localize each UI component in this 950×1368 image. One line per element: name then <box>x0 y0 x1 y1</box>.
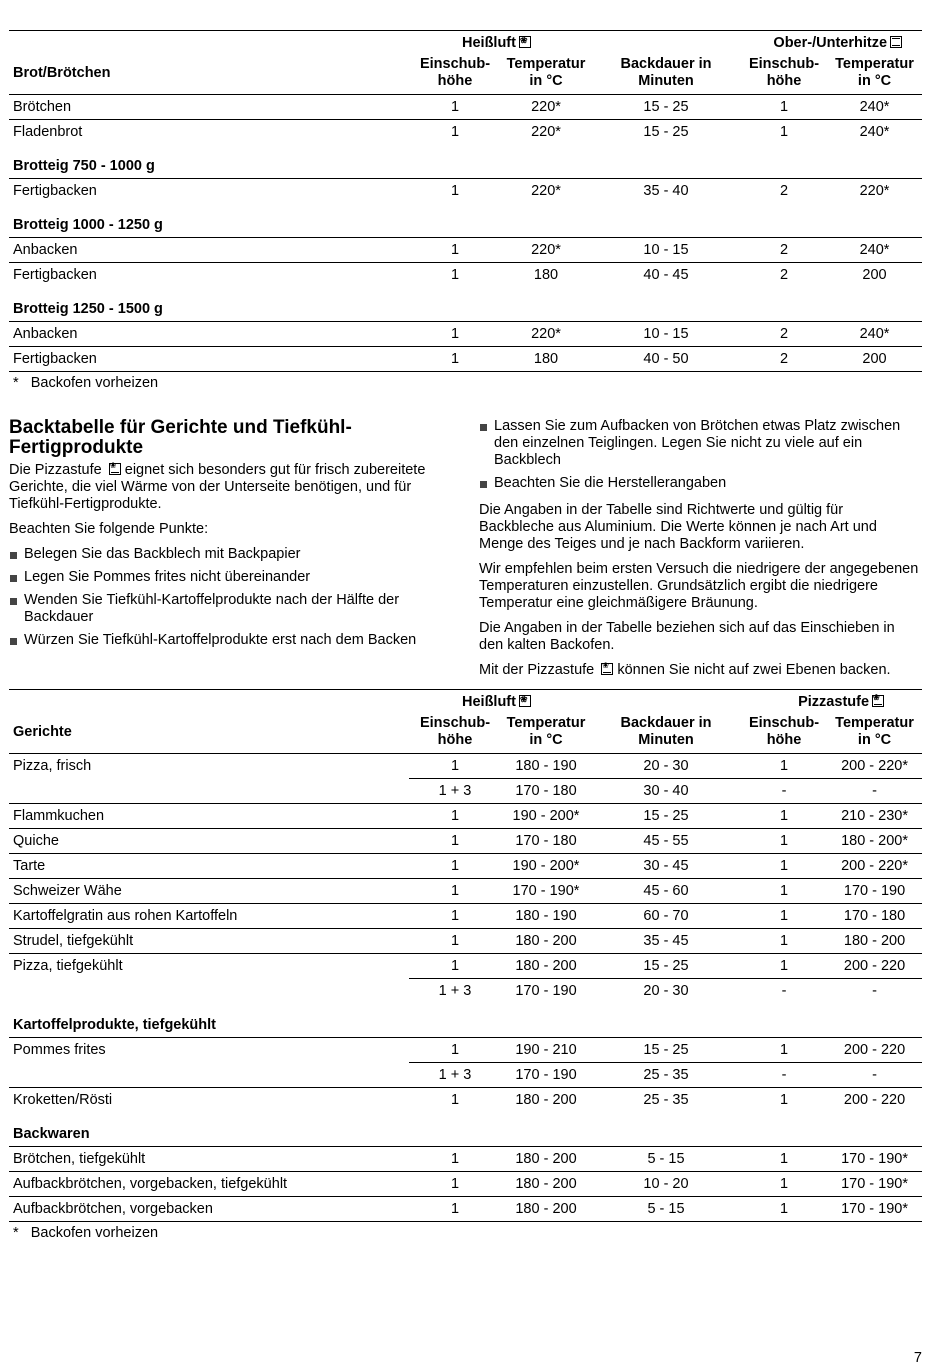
level-hot-air: 1 <box>409 322 501 347</box>
intro-text-a: Die Pizzastufe <box>9 462 102 478</box>
section-label: Backwaren <box>13 1126 90 1142</box>
duration: 15 - 25 <box>591 804 741 829</box>
row-name: Pizza, tiefgekühlt <box>9 954 409 979</box>
table-row <box>9 929 922 954</box>
table-row <box>9 1147 922 1172</box>
temp-hot-air: 180 - 190 <box>501 754 591 779</box>
duration: 10 - 15 <box>591 322 741 347</box>
pizza-level-icon <box>601 663 613 675</box>
temp-2: - <box>827 979 922 1004</box>
footnote: * Backofen vorheizen <box>13 1225 159 1241</box>
temp-2: 240* <box>827 238 922 263</box>
temp-2: 200 - 220 <box>827 1038 922 1063</box>
level-hot-air: 1 <box>409 904 501 929</box>
row-name: Fertigbacken <box>9 263 409 288</box>
level-2: 2 <box>741 322 827 347</box>
temp-hot-air: 180 - 190 <box>501 904 591 929</box>
temp-hot-air: 220* <box>501 95 591 120</box>
level-hot-air: 1 <box>409 754 501 779</box>
para-2: Wir empfehlen beim ersten Versuch die niedrigere der angegebenen Temperaturen einzustellen. Grundsätzlich ergibt die niedrigere Temperatur eine gleichmäßigere Bräunung. <box>479 561 919 611</box>
table-row <box>9 1038 922 1063</box>
temp-hot-air: 190 - 200* <box>501 854 591 879</box>
temp-hot-air: 170 - 180 <box>501 829 591 854</box>
row-name: Aufbackbrötchen, vorgebacken <box>9 1197 409 1222</box>
level-hot-air: 1 <box>409 804 501 829</box>
temp-2: - <box>827 779 922 804</box>
temp-hot-air: 180 - 200 <box>501 929 591 954</box>
table-row <box>9 1197 922 1222</box>
level-hot-air: 1 <box>409 929 501 954</box>
level-2: 1 <box>741 1088 827 1113</box>
level-hot-air: 1 <box>409 1147 501 1172</box>
row-name: Schweizer Wähe <box>9 879 409 904</box>
table-row <box>9 954 922 979</box>
table-row <box>9 1172 922 1197</box>
temp-2: 180 - 200 <box>827 929 922 954</box>
level-2: 1 <box>741 854 827 879</box>
duration: 5 - 15 <box>591 1147 741 1172</box>
level-hot-air: 1 <box>409 1088 501 1113</box>
level-2: 1 <box>741 879 827 904</box>
footnote-row <box>9 372 922 395</box>
level-hot-air: 1 <box>409 854 501 879</box>
bullets-left <box>9 546 449 649</box>
section-row <box>9 287 922 322</box>
table-row <box>9 754 922 779</box>
level-hot-air: 1 <box>409 263 501 288</box>
info-right-column <box>479 418 922 687</box>
hot-air-header: Heißluft <box>462 694 516 710</box>
table-row <box>9 95 922 120</box>
intro-text-b: eignet sich besonders gut für frisch zubereitete Gerichte, die viel Wärme von der Unterseite benötigen, und für Tiefkühl-Fertigprodukte. <box>9 462 426 512</box>
level-2: 1 <box>741 954 827 979</box>
row-name: Anbacken <box>9 322 409 347</box>
level-2: 1 <box>741 1038 827 1063</box>
level-hot-air: 1 <box>409 879 501 904</box>
temp-hot-air: 220* <box>501 238 591 263</box>
bullet-item: Würzen Sie Tiefkühl-Kartoffelprodukte erst nach dem Backen <box>9 632 449 649</box>
table-row <box>9 347 922 372</box>
level-2: 2 <box>741 179 827 204</box>
row-name: Anbacken <box>9 238 409 263</box>
duration: 40 - 50 <box>591 347 741 372</box>
duration: 25 - 35 <box>591 1063 741 1088</box>
column-header-level2: Einschub-höhe <box>748 56 820 89</box>
temp-2: 240* <box>827 322 922 347</box>
temp-2: 170 - 190 <box>827 879 922 904</box>
para-4-text-b: können Sie nicht auf zwei Ebenen backen. <box>617 662 891 678</box>
table-row <box>9 1088 922 1113</box>
section-title: Backtabelle für Gerichte und Tiefkühl-Fertigprodukte <box>9 417 352 458</box>
duration: 60 - 70 <box>591 904 741 929</box>
duration: 15 - 25 <box>591 95 741 120</box>
section-label: Brotteig 1250 - 1500 g <box>13 301 163 317</box>
temp-2: 200 - 220 <box>827 1088 922 1113</box>
table-row <box>9 779 922 804</box>
para-3: Die Angaben in der Tabelle beziehen sich auf das Einschieben in den kalten Backofen. <box>479 620 895 653</box>
level-2: 1 <box>741 1147 827 1172</box>
duration: 5 - 15 <box>591 1197 741 1222</box>
level-2: 1 <box>741 1172 827 1197</box>
level-hot-air: 1 <box>409 179 501 204</box>
table-row <box>9 879 922 904</box>
level-2: 2 <box>741 347 827 372</box>
section-row <box>9 144 922 179</box>
level-hot-air: 1 + 3 <box>409 1063 501 1088</box>
row-name: Brötchen, tiefgekühlt <box>9 1147 409 1172</box>
column-header-time: Backdauer in Minuten <box>620 715 712 748</box>
table-row <box>9 322 922 347</box>
level-hot-air: 1 + 3 <box>409 779 501 804</box>
level-2: 1 <box>741 929 827 954</box>
level-hot-air: 1 + 3 <box>409 979 501 1004</box>
level-2: 1 <box>741 95 827 120</box>
bullet-item: Beachten Sie die Herstellerangaben <box>479 475 922 492</box>
column-header-time: Backdauer in Minuten <box>620 56 712 89</box>
level-hot-air: 1 <box>409 95 501 120</box>
level-2: - <box>741 1063 827 1088</box>
duration: 40 - 45 <box>591 263 741 288</box>
table-row <box>9 829 922 854</box>
table-row <box>9 1063 922 1088</box>
duration: 15 - 25 <box>591 954 741 979</box>
temp-2: 180 - 200* <box>827 829 922 854</box>
bullet-item: Legen Sie Pommes frites nicht übereinander <box>9 569 449 586</box>
level-hot-air: 1 <box>409 954 501 979</box>
bullets-right <box>479 418 922 492</box>
pizza-level-icon <box>872 695 884 707</box>
row-name: Quiche <box>9 829 409 854</box>
duration: 35 - 40 <box>591 179 741 204</box>
duration: 20 - 30 <box>591 754 741 779</box>
top-bottom-heat-icon <box>890 36 902 48</box>
row-name: Fertigbacken <box>9 347 409 372</box>
row-name: Fladenbrot <box>9 120 409 145</box>
level-2: 1 <box>741 120 827 145</box>
row-name: Aufbackbrötchen, vorgebacken, tiefgekühlt <box>9 1172 409 1197</box>
temp-2: 170 - 190* <box>827 1147 922 1172</box>
temp-hot-air: 190 - 200* <box>501 804 591 829</box>
temp-hot-air: 170 - 180 <box>501 779 591 804</box>
hot-air-header: Heißluft <box>462 35 516 51</box>
temp-hot-air: 180 - 200 <box>501 1172 591 1197</box>
table-row <box>9 979 922 1004</box>
column-header-level: Einschub-höhe <box>419 715 491 748</box>
pizza-level-icon <box>109 463 121 475</box>
row-name <box>9 1063 409 1088</box>
column-header-row <box>9 715 922 754</box>
para-4 <box>479 662 922 679</box>
row-name: Fertigbacken <box>9 179 409 204</box>
duration: 30 - 40 <box>591 779 741 804</box>
footnote-row <box>9 1222 922 1245</box>
row-name: Pizza, frisch <box>9 754 409 779</box>
row-name: Pommes frites <box>9 1038 409 1063</box>
pizza-level-header: Pizzastufe <box>798 694 870 710</box>
column-header-level2: Einschub-höhe <box>748 715 820 748</box>
duration: 15 - 25 <box>591 120 741 145</box>
info-left-column <box>9 418 449 655</box>
temp-2: 240* <box>827 95 922 120</box>
level-2: 2 <box>741 238 827 263</box>
dishes-table <box>9 689 922 1244</box>
row-name: Flammkuchen <box>9 804 409 829</box>
duration: 10 - 15 <box>591 238 741 263</box>
level-2: 2 <box>741 263 827 288</box>
level-hot-air: 1 <box>409 829 501 854</box>
level-2: 1 <box>741 829 827 854</box>
para-1: Die Angaben in der Tabelle sind Richtwerte und gültig für Backbleche aus Aluminium. Die Werte können je nach Art und Menge des Teiges und je nach Backform variieren. <box>479 502 877 552</box>
column-header-name: Brot/Brötchen <box>13 64 111 81</box>
table-row <box>9 179 922 204</box>
temp-hot-air: 180 - 200 <box>501 1147 591 1172</box>
column-header-row <box>9 56 922 95</box>
bullet-item: Wenden Sie Tiefkühl-Kartoffelprodukte nach der Hälfte der Backdauer <box>9 592 449 626</box>
section-row <box>9 1112 922 1147</box>
table-row <box>9 904 922 929</box>
row-name: Kroketten/Rösti <box>9 1088 409 1113</box>
bread-table-group-header <box>9 31 922 57</box>
table-row <box>9 238 922 263</box>
temp-hot-air: 170 - 190 <box>501 979 591 1004</box>
level-hot-air: 1 <box>409 1172 501 1197</box>
page-number: 7 <box>913 1350 922 1366</box>
duration: 10 - 20 <box>591 1172 741 1197</box>
temp-2: 220* <box>827 179 922 204</box>
temp-hot-air: 180 <box>501 347 591 372</box>
bullet-item: Belegen Sie das Backblech mit Backpapier <box>9 546 449 563</box>
column-header-temp2: Temperatur in °C <box>835 56 914 89</box>
hot-air-icon <box>519 695 531 707</box>
level-hot-air: 1 <box>409 120 501 145</box>
temp-2: 170 - 190* <box>827 1197 922 1222</box>
temp-hot-air: 170 - 190 <box>501 1063 591 1088</box>
temp-2: 200 <box>827 263 922 288</box>
column-header-name: Gerichte <box>13 723 72 740</box>
temp-hot-air: 180 - 200 <box>501 1088 591 1113</box>
temp-hot-air: 180 - 200 <box>501 954 591 979</box>
level-2: 1 <box>741 904 827 929</box>
temp-2: 200 - 220* <box>827 854 922 879</box>
hot-air-icon <box>519 36 531 48</box>
section-label: Brotteig 1000 - 1250 g <box>13 217 163 233</box>
level-2: - <box>741 779 827 804</box>
duration: 15 - 25 <box>591 1038 741 1063</box>
duration: 20 - 30 <box>591 979 741 1004</box>
row-name: Strudel, tiefgekühlt <box>9 929 409 954</box>
section-row <box>9 203 922 238</box>
row-name: Brötchen <box>9 95 409 120</box>
temp-hot-air: 180 <box>501 263 591 288</box>
dishes-table-group-header <box>9 690 922 716</box>
temp-hot-air: 220* <box>501 322 591 347</box>
row-name <box>9 979 409 1004</box>
table-row <box>9 804 922 829</box>
temp-2: 170 - 180 <box>827 904 922 929</box>
duration: 35 - 45 <box>591 929 741 954</box>
duration: 25 - 35 <box>591 1088 741 1113</box>
temp-2: 240* <box>827 120 922 145</box>
temp-hot-air: 220* <box>501 120 591 145</box>
note-paragraph: Beachten Sie folgende Punkte: <box>9 521 209 537</box>
temp-2: 200 - 220* <box>827 754 922 779</box>
temp-hot-air: 220* <box>501 179 591 204</box>
level-2: 1 <box>741 804 827 829</box>
temp-hot-air: 170 - 190* <box>501 879 591 904</box>
footnote: * Backofen vorheizen <box>13 375 159 391</box>
temp-2: 210 - 230* <box>827 804 922 829</box>
table-row <box>9 263 922 288</box>
table-row <box>9 854 922 879</box>
para-4-text-a: Mit der Pizzastufe <box>479 662 595 678</box>
level-2: 1 <box>741 754 827 779</box>
duration: 45 - 60 <box>591 879 741 904</box>
column-header-temp: Temperatur in °C <box>506 715 586 748</box>
column-header-level: Einschub-höhe <box>419 56 491 89</box>
level-hot-air: 1 <box>409 347 501 372</box>
temp-hot-air: 190 - 210 <box>501 1038 591 1063</box>
table-row <box>9 120 922 145</box>
section-label: Kartoffelprodukte, tiefgekühlt <box>13 1017 217 1033</box>
temp-2: 200 <box>827 347 922 372</box>
row-name <box>9 779 409 804</box>
row-name: Tarte <box>9 854 409 879</box>
level-hot-air: 1 <box>409 1038 501 1063</box>
bread-table <box>9 30 922 394</box>
column-header-temp: Temperatur in °C <box>506 56 586 89</box>
row-name: Kartoffelgratin aus rohen Kartoffeln <box>9 904 409 929</box>
section-label: Brotteig 750 - 1000 g <box>13 158 155 174</box>
level-hot-air: 1 <box>409 1197 501 1222</box>
temp-2: - <box>827 1063 922 1088</box>
bullet-item: Lassen Sie zum Aufbacken von Brötchen etwas Platz zwischen den einzelnen Teiglingen. Legen Sie nicht zu viele auf ein Backblech <box>479 418 922 469</box>
temp-2: 200 - 220 <box>827 954 922 979</box>
level-2: 1 <box>741 1197 827 1222</box>
level-2: - <box>741 979 827 1004</box>
duration: 30 - 45 <box>591 854 741 879</box>
temp-2: 170 - 190* <box>827 1172 922 1197</box>
column-header-temp2: Temperatur in °C <box>835 715 914 748</box>
level-hot-air: 1 <box>409 238 501 263</box>
temp-hot-air: 180 - 200 <box>501 1197 591 1222</box>
section-row <box>9 1003 922 1038</box>
top-bottom-header: Ober-/Unterhitze <box>773 35 888 51</box>
duration: 45 - 55 <box>591 829 741 854</box>
intro-paragraph <box>9 462 449 513</box>
